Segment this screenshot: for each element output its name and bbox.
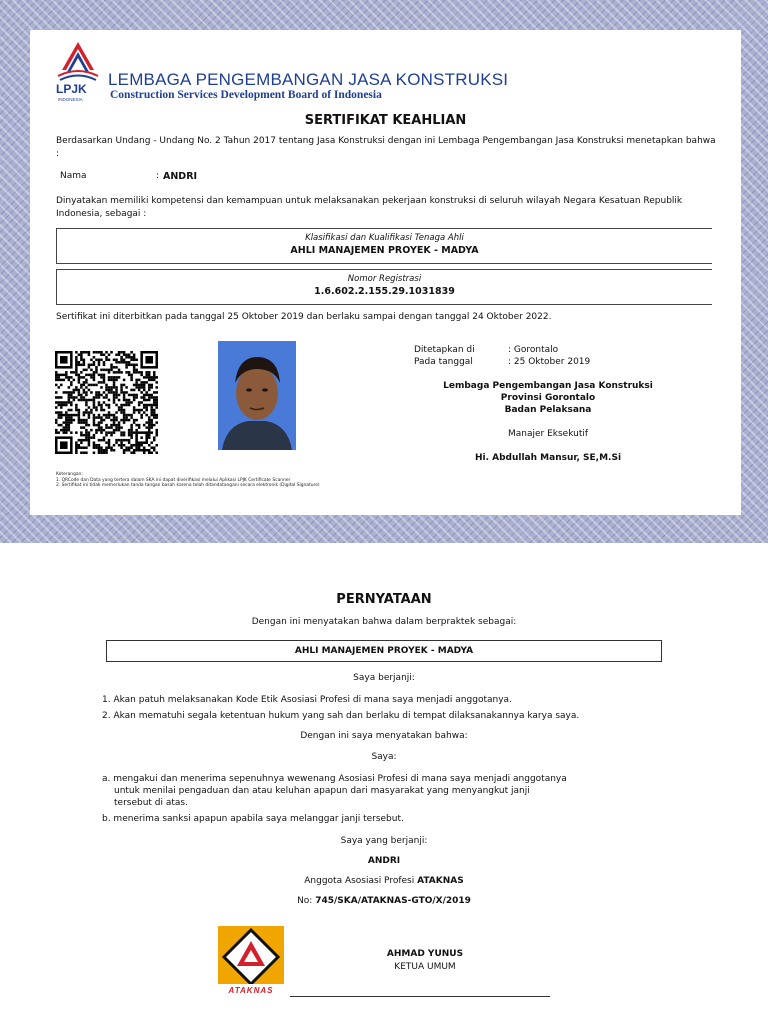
set-date-label: Pada tanggal <box>414 357 473 367</box>
registration-box <box>56 269 712 305</box>
statement-item-b: b. menerima sanksi apapun apabila saya melanggar janji tersebut. <box>102 814 404 824</box>
intro-text: Berdasarkan Undang - Undang No. 2 Tahun 2017 tentang Jasa Konstruksi dengan ini Lembaga Pengembangan Jasa Konstruksi menetapkan bahwa : <box>56 136 716 159</box>
signature-line <box>290 996 550 997</box>
name-separator: : <box>156 171 160 181</box>
declare-label: Dengan ini saya menyatakan bahwa: <box>300 731 468 741</box>
chairman-title: KETUA UMUM <box>394 962 456 972</box>
classification-value: AHLI MANAJEMEN PROYEK - MADYA <box>290 245 479 256</box>
ataknas-logo-text: ATAKNAS <box>228 986 274 995</box>
holder-photo <box>218 341 296 450</box>
set-location-value: : Gorontalo <box>508 345 559 355</box>
membership-line <box>0 876 768 886</box>
organization-name-english: Construction Services Development Board of Indonesia <box>110 89 382 101</box>
promise-item-1: 1. Akan patuh melaksanakan Kode Etik Asosiasi Profesi di mana saya menjadi anggotanya. <box>102 695 512 705</box>
name-label: Nama <box>60 171 87 181</box>
statement-item-a-line3: tersebut di atas. <box>114 798 188 808</box>
promise-item-2: 2. Akan mematuhi segala ketentuan hukum yang sah dan berlaku di tempat dilaksanakannya karya saya. <box>102 711 580 721</box>
statement-text: Dinyatakan memiliki kompetensi dan kemampuan untuk melaksanakan pekerjaan konstruksi di seluruh wilayah Negara Kesatuan Republik Indonesia, sebagai : <box>56 196 683 219</box>
registration-caption: Nomor Registrasi <box>347 274 422 284</box>
membership-prefix: Anggota Asosiasi Profesi <box>304 876 418 886</box>
declaration-title: PERNYATAAN <box>336 592 432 607</box>
statement-item-a <box>102 773 582 809</box>
certificate-panel <box>30 30 741 515</box>
lpjk-logo <box>52 40 104 104</box>
institution-body: Badan Pelaksana <box>504 405 592 415</box>
ataknas-logo <box>218 926 284 996</box>
pledger-label: Saya yang berjanji: <box>340 836 428 846</box>
classification-caption: Klasifikasi dan Kualifikasi Tenaga Ahli <box>305 233 464 243</box>
holder-name: ANDRI <box>163 171 198 182</box>
notes <box>56 472 320 489</box>
note-2: 2. Sertifikat ini tidak memerlukan tanda tangan basah karena telah ditandatangani secara elektronik (Digital Signature) <box>56 483 320 489</box>
validity-text: Sertifikat ini diterbitkan pada tanggal 25 Oktober 2019 dan berlaku sampai dengan tanggal 24 Oktober 2022. <box>56 312 552 322</box>
number-prefix: No: <box>297 896 316 906</box>
statement-item-a-line2: untuk menilai pengaduan dan atau keluhan apapun dari masyarakat yang menyangkut janji <box>114 786 530 796</box>
set-location-label: Ditetapkan di <box>414 345 475 355</box>
qr-code[interactable] <box>55 351 158 454</box>
declaration-role-box: AHLI MANAJEMEN PROYEK - MADYA <box>106 640 662 662</box>
institution-name: Lembaga Pengembangan Jasa Konstruksi <box>443 381 653 391</box>
promise-label: Saya berjanji: <box>353 673 415 683</box>
institution-province: Provinsi Gorontalo <box>500 393 596 403</box>
logo-text: LPJK <box>56 82 87 96</box>
organization-name: LEMBAGA PENGEMBANGAN JASA KONSTRUKSI <box>108 70 509 89</box>
chairman-name: AHMAD YUNUS <box>386 949 464 959</box>
declaration-intro: Dengan ini menyatakan bahwa dalam berpraktek sebagai: <box>251 617 517 627</box>
manager-name: Hi. Abdullah Mansur, SE,M.Si <box>474 453 622 463</box>
registration-number: 1.6.602.2.155.29.1031839 <box>314 286 455 297</box>
manager-title: Manajer Eksekutif <box>507 429 589 439</box>
set-date-value: : 25 Oktober 2019 <box>508 357 591 367</box>
notes-title: Keterangan: <box>56 472 83 477</box>
note-1: 1. QRCode dan Data yang tertera dalam SKA ini dapat diverifikasi melalui Aplikasi LPJK Certificate Scanner <box>56 477 291 483</box>
certificate-title: SERTIFIKAT KEAHLIAN <box>304 113 467 128</box>
membership-number: 745/SKA/ATAKNAS-GTO/X/2019 <box>315 896 471 906</box>
membership-organization: ATAKNAS <box>417 876 464 886</box>
statement-item-a-line1: a. mengakui dan menerima sepenuhnya wewenang Asosiasi Profesi di mana saya menjadi anggotanya <box>102 774 567 784</box>
membership-number-line <box>0 896 768 906</box>
classification-box <box>56 228 712 264</box>
logo-subtext: INDONESIA <box>58 97 83 102</box>
pledger-name: ANDRI <box>367 856 401 866</box>
i-label: Saya: <box>371 752 397 762</box>
